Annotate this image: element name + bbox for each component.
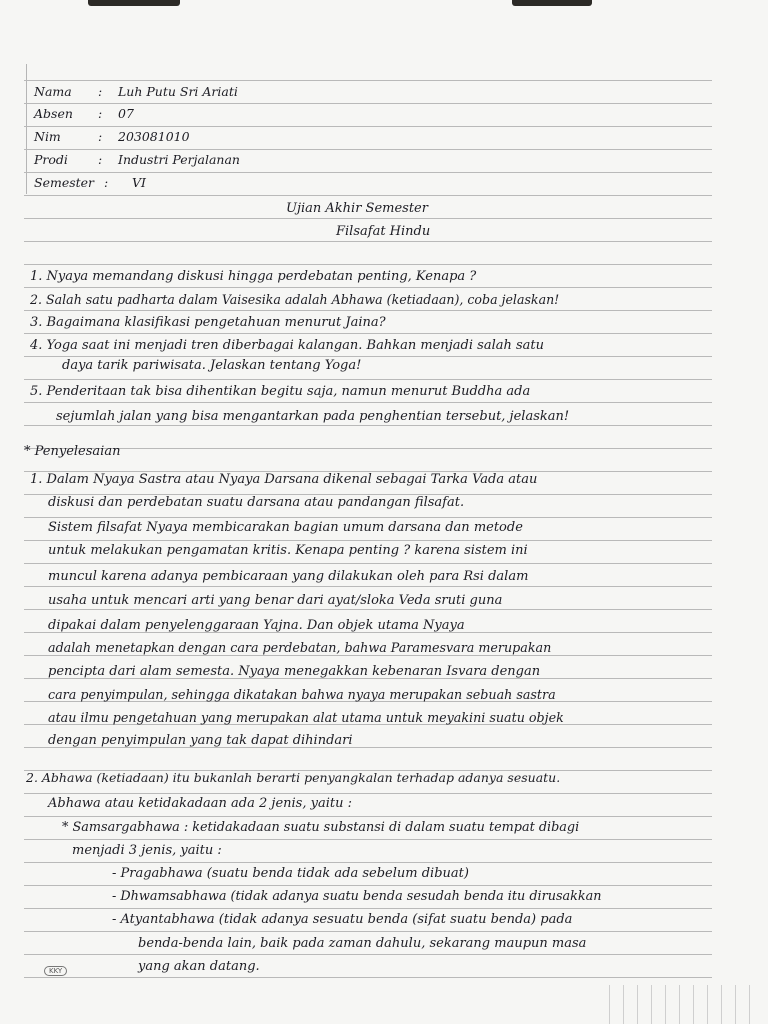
ruled-line <box>24 103 712 104</box>
header-label-nim: Nim <box>34 129 61 144</box>
answer-2-line: * Samsargabhawa : ketidakadaan suatu substansi di dalam suatu tempat dibagi <box>62 820 580 835</box>
header-sep: : <box>98 152 103 167</box>
ruled-line <box>24 402 712 403</box>
answer-1-line: dengan penyimpulan yang tak dapat dihindari <box>48 733 353 748</box>
header-sep: : <box>98 84 103 99</box>
answer-1-line: muncul karena adanya pembicaraan yang dilakukan oleh para Rsi dalam <box>48 569 529 584</box>
ruled-line <box>24 333 712 334</box>
answer-1-line: untuk melakukan pengamatan kritis. Kenapa penting ? karena sistem ini <box>48 543 528 558</box>
answer-1-line: dipakai dalam penyelenggaraan Yajna. Dan objek utama Nyaya <box>48 618 465 633</box>
answer-1-line: atau ilmu pengetahuan yang merupakan alat utama untuk meyakini suatu objek <box>48 710 564 725</box>
question-4: 4. Yoga saat ini menjadi tren diberbagai kalangan. Bahkan menjadi salah satu <box>30 338 545 353</box>
ruled-line <box>24 287 712 288</box>
header-value-prodi: Industri Perjalanan <box>118 152 240 167</box>
ruled-line <box>24 563 712 564</box>
ruled-line <box>24 908 712 909</box>
header-value-absen: 07 <box>118 106 134 121</box>
ruled-line <box>24 793 712 794</box>
ruled-line <box>24 977 712 978</box>
question-5: 5. Penderitaan tak bisa dihentikan begitu saja, namun menurut Buddha ada <box>30 384 531 399</box>
header-label-absen: Absen <box>34 106 73 121</box>
answer-1-line: usaha untuk mencari arti yang benar dari ayat/sloka Veda sruti guna <box>48 593 503 608</box>
ruled-line <box>24 954 712 955</box>
answer-1-line: diskusi dan perdebatan suatu darsana atau pandangan filsafat. <box>48 495 465 510</box>
answer-1-line: pencipta dari alam semesta. Nyaya menegakkan kebenaran Isvara dengan <box>48 664 541 679</box>
header-value-nim: 203081010 <box>118 129 190 144</box>
ruled-line <box>24 356 712 357</box>
ruled-line <box>24 172 712 173</box>
ruled-line <box>24 609 712 610</box>
ruled-line <box>24 448 712 449</box>
ruled-line <box>24 816 712 817</box>
question-3: 3. Bagaimana klasifikasi pengetahuan menurut Jaina? <box>30 315 386 330</box>
answer-2-line: menjadi 3 jenis, yaitu : <box>72 843 222 858</box>
answer-2-line: Abhawa atau ketidakadaan ada 2 jenis, yaitu : <box>48 796 352 811</box>
ruled-line <box>24 379 712 380</box>
ruled-line <box>24 517 712 518</box>
answers-heading: * Penyelesaian <box>24 444 121 459</box>
question-4-cont: daya tarik pariwisata. Jelaskan tentang Yoga! <box>62 358 362 373</box>
ruled-line <box>24 862 712 863</box>
ruled-line <box>24 586 712 587</box>
header-sep: : <box>98 106 103 121</box>
margin-line <box>26 64 27 194</box>
answer-2-line: yang akan datang. <box>138 959 260 974</box>
answer-1-line: 1. Dalam Nyaya Sastra atau Nyaya Darsana dikenal sebagai Tarka Vada atau <box>30 472 538 487</box>
ruled-line <box>24 931 712 932</box>
answer-2-line: - Atyantabhawa (tidak adanya sesuatu benda (sifat suatu benda) pada <box>112 912 573 927</box>
ruled-line <box>24 264 712 265</box>
ruled-line <box>24 126 712 127</box>
ruled-line <box>24 218 712 219</box>
page-edge-shadow <box>600 985 750 1024</box>
ruled-line <box>24 425 712 426</box>
ruled-line <box>24 149 712 150</box>
header-sep: : <box>98 129 103 144</box>
question-2: 2. Salah satu padharta dalam Vaisesika adalah Abhawa (ketiadaan), coba jelaskan! <box>30 292 560 307</box>
header-label-name: Nama <box>34 84 72 99</box>
header-label-semester: Semester <box>34 175 95 190</box>
binder-clip-right <box>512 0 592 6</box>
answer-1-line: cara penyimpulan, sehingga dikatakan bahwa nyaya merupakan sebuah sastra <box>48 687 556 702</box>
header-value-name: Luh Putu Sri Ariati <box>118 84 238 99</box>
ruled-line <box>24 885 712 886</box>
ruled-line <box>24 839 712 840</box>
question-5-cont: sejumlah jalan yang bisa mengantarkan pada penghentian tersebut, jelaskan! <box>56 409 570 424</box>
notebook-brand-mark: KKY <box>44 966 67 976</box>
exam-title: Ujian Akhir Semester <box>286 201 428 216</box>
header-label-prodi: Prodi <box>34 152 68 167</box>
ruled-line <box>24 80 712 81</box>
question-1: 1. Nyaya memandang diskusi hingga perdebatan penting, Kenapa ? <box>30 269 477 284</box>
binder-clip-left <box>88 0 180 6</box>
ruled-line <box>24 540 712 541</box>
answer-2-line: 2. Abhawa (ketiadaan) itu bukanlah berarti penyangkalan terhadap adanya sesuatu. <box>26 770 561 785</box>
answer-1-line: adalah menetapkan dengan cara perdebatan, bahwa Paramesvara merupakan <box>48 640 552 655</box>
header-value-semester: VI <box>132 175 146 190</box>
answer-2-line: - Dhwamsabhawa (tidak adanya suatu benda sesudah benda itu dirusakkan <box>112 889 602 904</box>
answer-1-line: Sistem filsafat Nyaya membicarakan bagian umum darsana dan metode <box>48 520 523 535</box>
ruled-line <box>24 195 712 196</box>
header-sep: : <box>104 175 109 190</box>
answer-2-line: - Pragabhawa (suatu benda tidak ada sebelum dibuat) <box>112 866 469 881</box>
ruled-line <box>24 241 712 242</box>
ruled-line <box>24 310 712 311</box>
exam-subject: Filsafat Hindu <box>336 224 431 239</box>
answer-2-line: benda-benda lain, baik pada zaman dahulu, sekarang maupun masa <box>138 936 587 951</box>
